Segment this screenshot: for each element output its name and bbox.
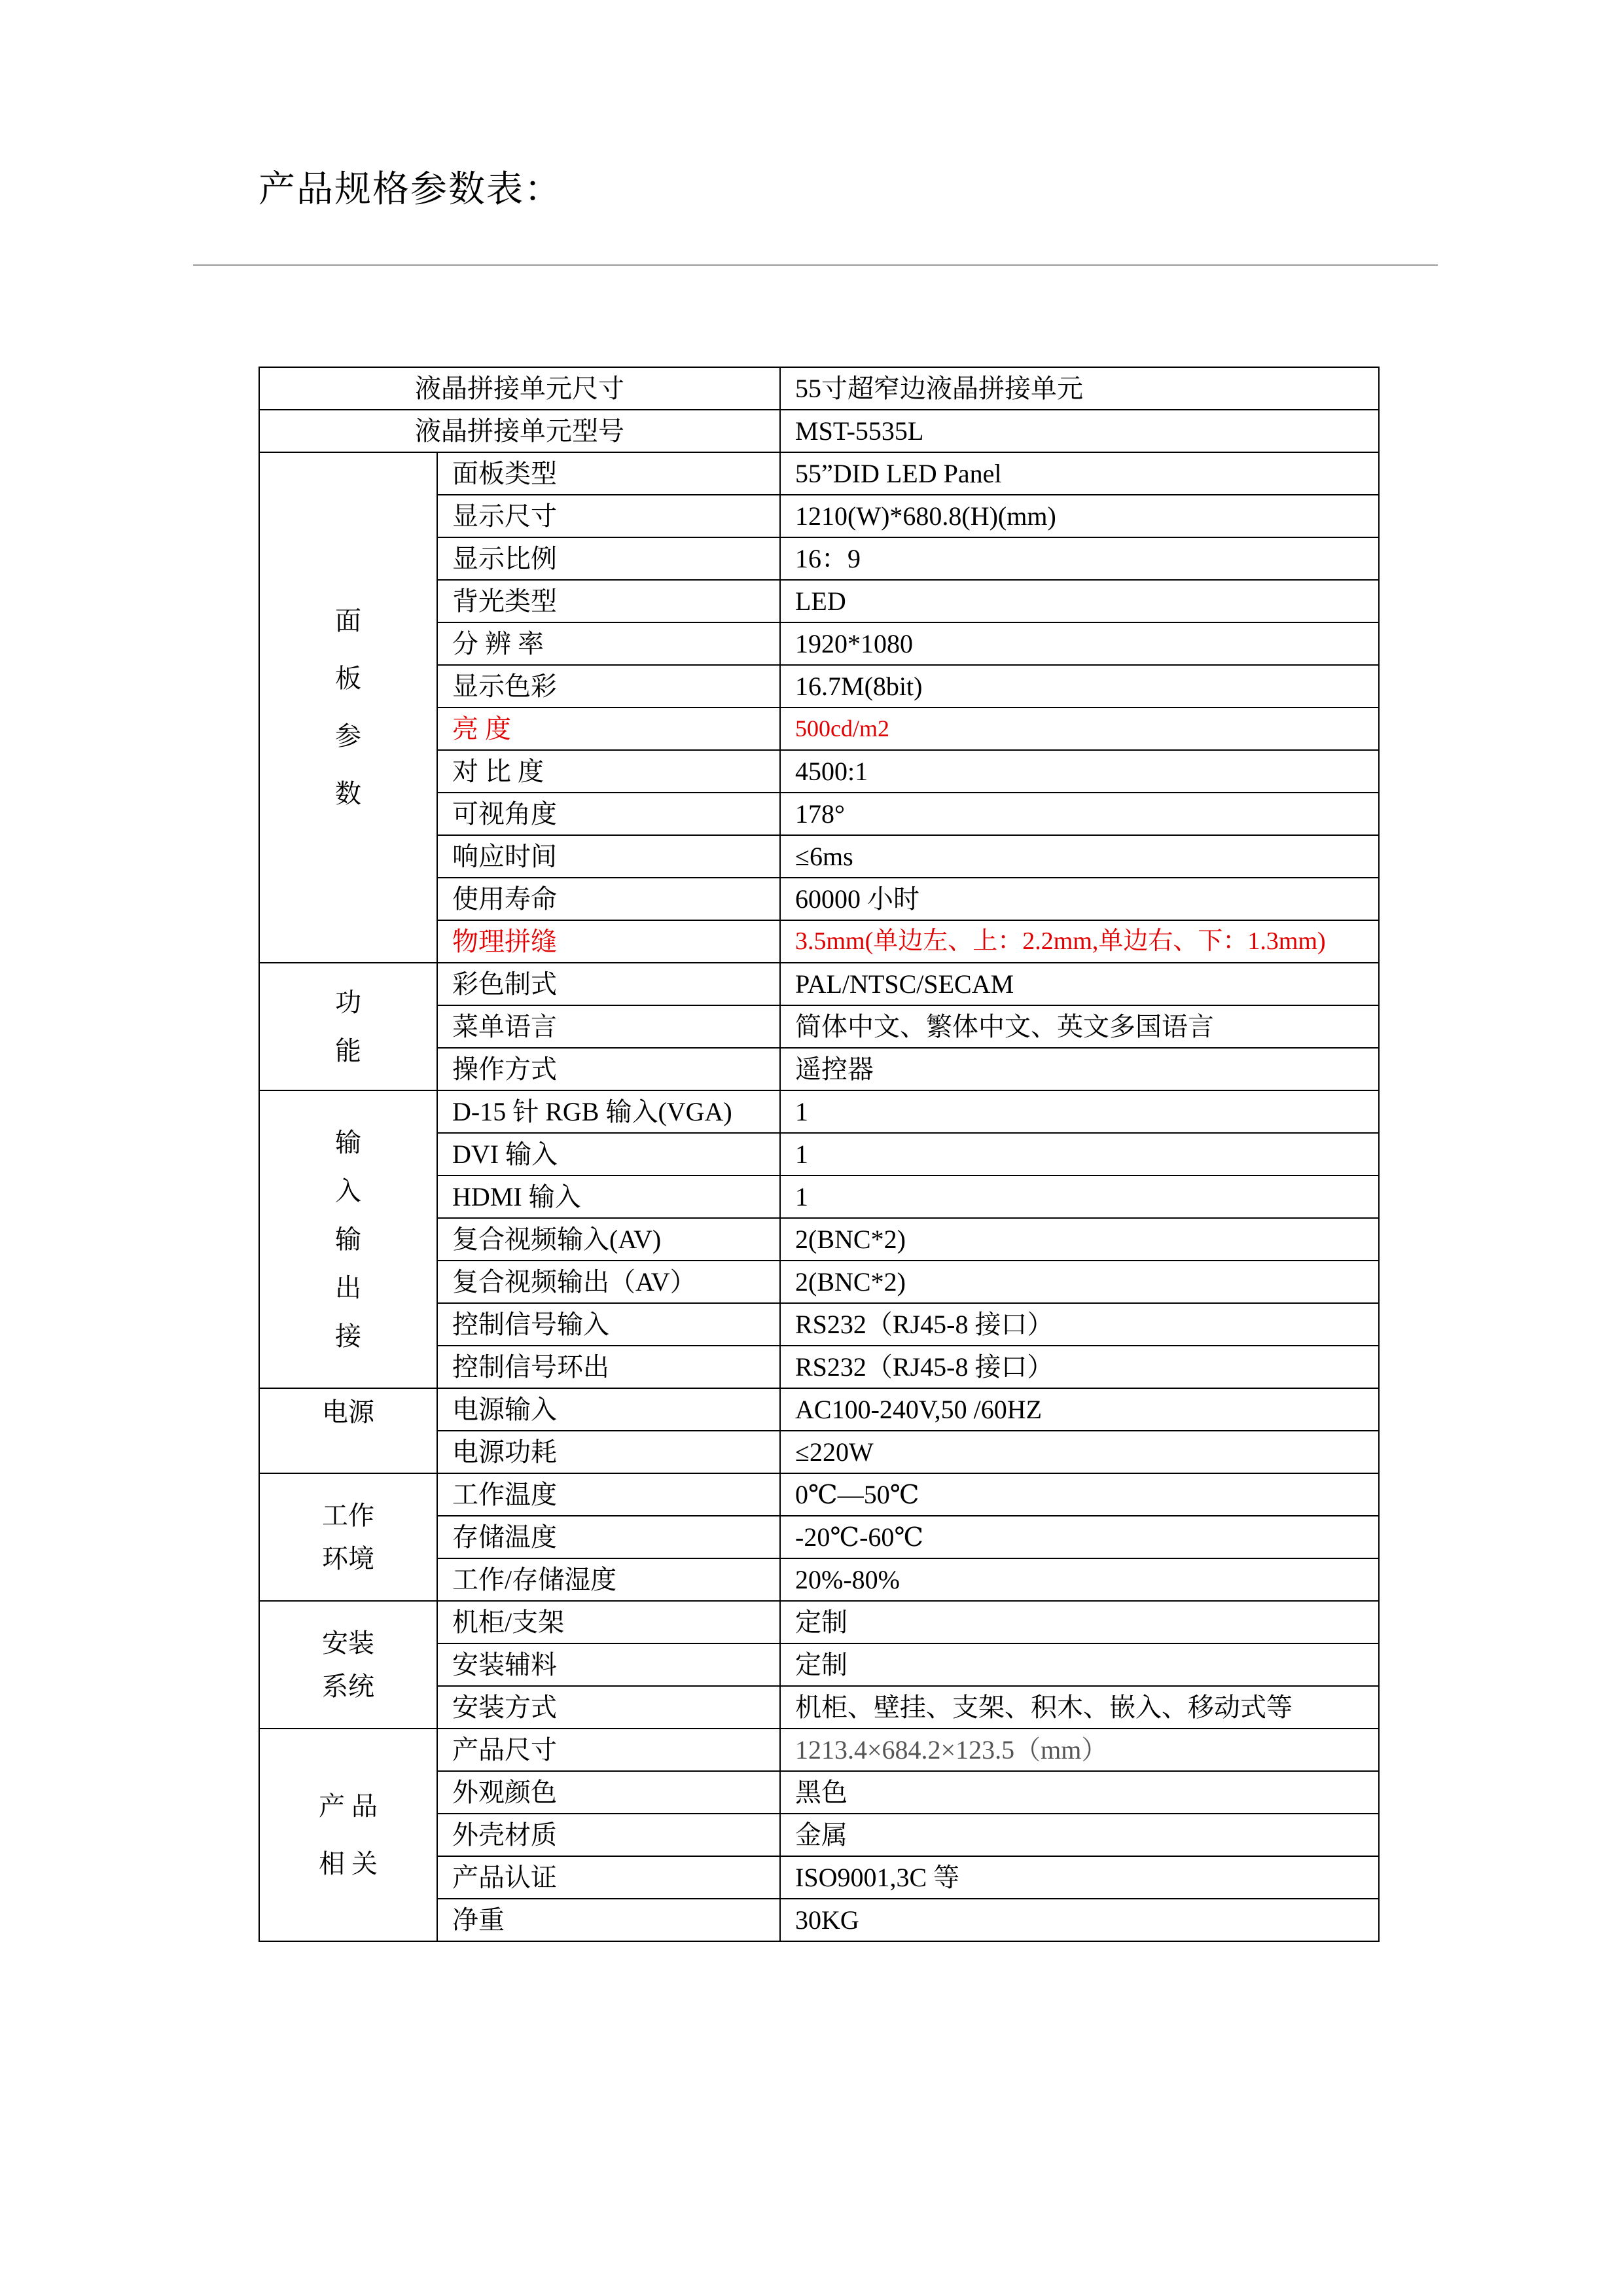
spec-label: 机柜/支架 (437, 1601, 780, 1643)
spec-value: 30KG (780, 1899, 1379, 1941)
spec-label: DVI 输入 (437, 1133, 780, 1175)
spec-value: ≤220W (780, 1431, 1379, 1473)
spec-label: 复合视频输入(AV) (437, 1218, 780, 1261)
table-row (259, 1729, 1379, 1771)
spec-value: 遥控器 (780, 1048, 1379, 1090)
spec-value: 55寸超窄边液晶拼接单元 (780, 367, 1379, 410)
spec-value: 1920*1080 (780, 622, 1379, 665)
category-char: 工作 (322, 1500, 374, 1530)
table-row (259, 452, 1379, 495)
spec-value: LED (780, 580, 1379, 622)
spec-value: ISO9001,3C 等 (780, 1856, 1379, 1899)
category-char: 环境 (322, 1543, 374, 1573)
spec-label: 控制信号环出 (437, 1346, 780, 1388)
category-char: 能 (335, 1035, 361, 1066)
spec-value: 1 (780, 1090, 1379, 1133)
spec-value: MST-5535L (780, 410, 1379, 452)
spec-label: 外观颜色 (437, 1771, 780, 1814)
spec-label: 彩色制式 (437, 963, 780, 1005)
spec-label: 操作方式 (437, 1048, 780, 1090)
category-char: 板 (335, 664, 361, 693)
category-char: 参 (335, 721, 361, 751)
table-row (259, 963, 1379, 1005)
spec-label-highlight: 亮 度 (437, 708, 780, 750)
spec-value: PAL/NTSC/SECAM (780, 963, 1379, 1005)
category-product (259, 1729, 437, 1941)
category-char: 功 (335, 987, 361, 1017)
spec-label: 液晶拼接单元尺寸 (259, 367, 780, 410)
spec-label: 电源输入 (437, 1388, 780, 1431)
category-panel (259, 452, 437, 963)
category-char: 产 品 (319, 1791, 378, 1821)
spec-label: 产品认证 (437, 1856, 780, 1899)
category-char: 出 (335, 1272, 361, 1302)
spec-label: 显示比例 (437, 537, 780, 580)
spec-label: 外壳材质 (437, 1814, 780, 1856)
table-row (259, 1473, 1379, 1516)
spec-label: 工作/存储湿度 (437, 1558, 780, 1601)
category-io (259, 1090, 437, 1388)
spec-label: 对 比 度 (437, 750, 780, 793)
spec-label: 电源功耗 (437, 1431, 780, 1473)
category-char: 输 (335, 1224, 361, 1254)
spec-label: 显示色彩 (437, 665, 780, 708)
spec-label: 显示尺寸 (437, 495, 780, 537)
spec-value: 黑色 (780, 1771, 1379, 1814)
spec-label: 安装方式 (437, 1686, 780, 1729)
spec-table (259, 367, 1380, 1942)
spec-label: 复合视频输出（AV） (437, 1261, 780, 1303)
spec-value: 4500:1 (780, 750, 1379, 793)
spec-value-highlight: 3.5mm(单边左、上：2.2mm,单边右、下：1.3mm) (780, 920, 1379, 963)
spec-value: 1 (780, 1175, 1379, 1218)
spec-value: 简体中文、繁体中文、英文多国语言 (780, 1005, 1379, 1048)
spec-value: AC100-240V,50 /60HZ (780, 1388, 1379, 1431)
category-char: 接 (335, 1321, 361, 1351)
spec-label: 背光类型 (437, 580, 780, 622)
spec-label: 可视角度 (437, 793, 780, 835)
spec-label: HDMI 输入 (437, 1175, 780, 1218)
spec-label: 分 辨 率 (437, 622, 780, 665)
table-row (259, 1388, 1379, 1431)
category-environment (259, 1473, 437, 1601)
spec-label: 安装辅料 (437, 1643, 780, 1686)
spec-value: 定制 (780, 1601, 1379, 1643)
spec-label: 存储温度 (437, 1516, 780, 1558)
table-row (259, 1601, 1379, 1643)
spec-label: 液晶拼接单元型号 (259, 410, 780, 452)
spec-value: RS232（RJ45-8 接口） (780, 1346, 1379, 1388)
spec-value: 1213.4×684.2×123.5（mm） (780, 1729, 1379, 1771)
spec-value-highlight: 500cd/m2 (780, 708, 1379, 750)
category-char: 入 (335, 1175, 361, 1206)
spec-value: 178° (780, 793, 1379, 835)
spec-value: 2(BNC*2) (780, 1218, 1379, 1261)
spec-label-highlight: 物理拼缝 (437, 920, 780, 963)
spec-value: 2(BNC*2) (780, 1261, 1379, 1303)
title-divider (193, 264, 1438, 266)
spec-value: 1 (780, 1133, 1379, 1175)
spec-label: 菜单语言 (437, 1005, 780, 1048)
spec-value: 金属 (780, 1814, 1379, 1856)
spec-label: 工作温度 (437, 1473, 780, 1516)
spec-label: 使用寿命 (437, 878, 780, 920)
category-char: 面 (335, 606, 361, 636)
spec-value: 0℃—50℃ (780, 1473, 1379, 1516)
spec-value: 1210(W)*680.8(H)(mm) (780, 495, 1379, 537)
spec-value: 16：9 (780, 537, 1379, 580)
spec-value: 60000 小时 (780, 878, 1379, 920)
spec-label: 产品尺寸 (437, 1729, 780, 1771)
spec-value: -20℃-60℃ (780, 1516, 1379, 1558)
spec-label: 面板类型 (437, 452, 780, 495)
category-function (259, 963, 437, 1090)
spec-value: ≤6ms (780, 835, 1379, 878)
category-char: 系统 (322, 1671, 374, 1701)
category-power (259, 1388, 437, 1473)
spec-value: 20%-80% (780, 1558, 1379, 1601)
table-row (259, 1090, 1379, 1133)
category-char: 安装 (322, 1628, 374, 1658)
spec-value: 16.7M(8bit) (780, 665, 1379, 708)
spec-value: RS232（RJ45-8 接口） (780, 1303, 1379, 1346)
page-title: 产品规格参数表： (259, 168, 562, 211)
category-char: 相 关 (319, 1848, 378, 1878)
table-row (259, 367, 1379, 410)
spec-label: 响应时间 (437, 835, 780, 878)
category-char: 输 (335, 1127, 361, 1157)
spec-value: 机柜、壁挂、支架、积木、嵌入、移动式等 (780, 1686, 1379, 1729)
category-char: 电源 (322, 1397, 374, 1427)
table-row (259, 410, 1379, 452)
spec-label: 控制信号输入 (437, 1303, 780, 1346)
category-char: 数 (335, 779, 361, 808)
category-installation (259, 1601, 437, 1729)
spec-label: D-15 针 RGB 输入(VGA) (437, 1090, 780, 1133)
spec-label: 净重 (437, 1899, 780, 1941)
spec-value: 定制 (780, 1643, 1379, 1686)
spec-value: 55”DID LED Panel (780, 452, 1379, 495)
